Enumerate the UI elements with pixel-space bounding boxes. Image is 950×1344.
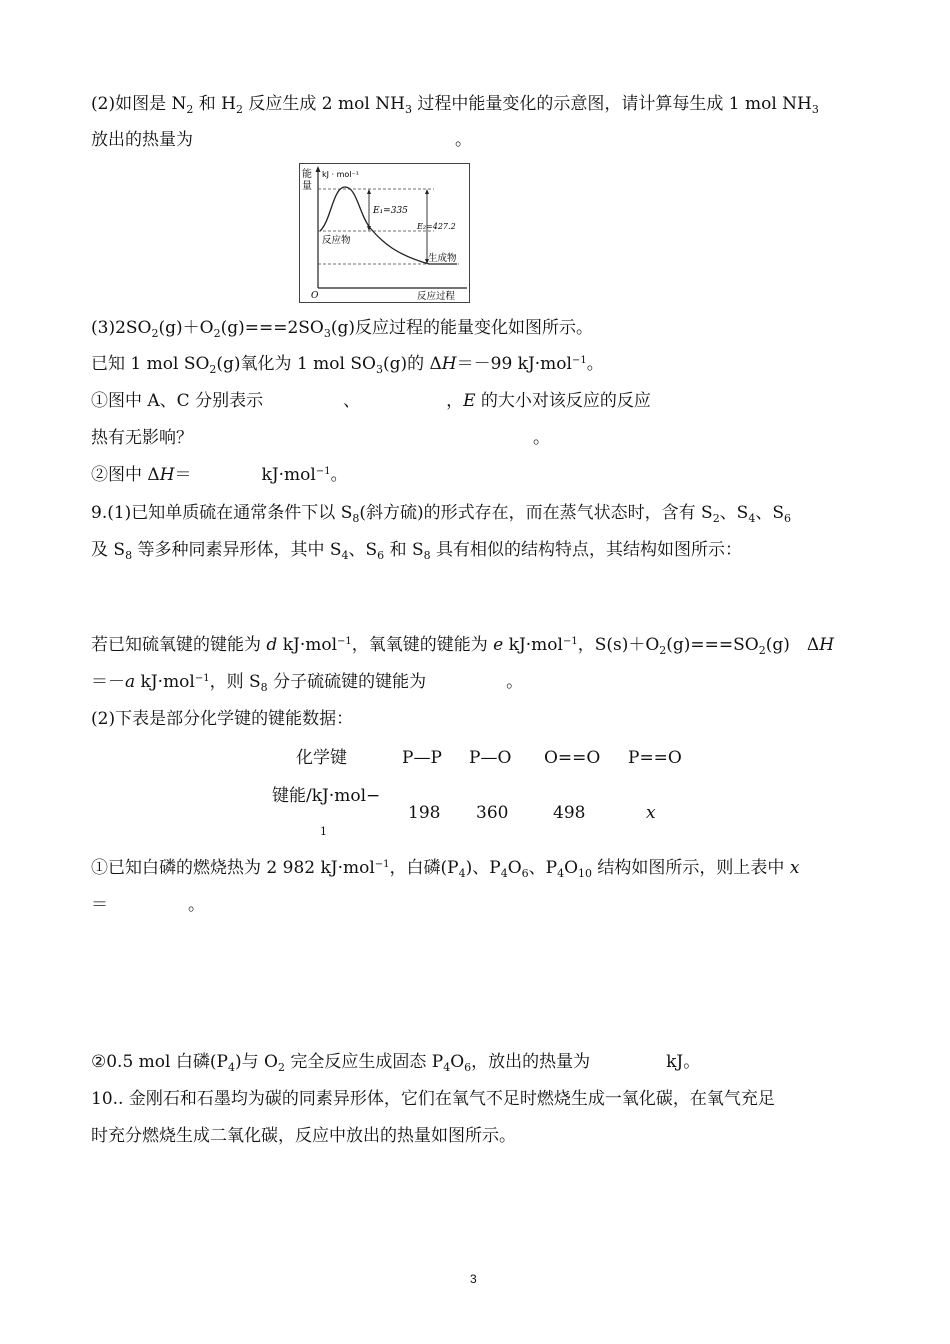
question-9-1-line-2: 及 $S_8$ 等多种同素异形体，其中 $S_4$、$S_6$ 和 $S_8$ 具有相似的结构特点，其结构如图所示： (91, 540, 743, 562)
question-8-3-line-5: ②图中 ΔH＝ kJ·mol$^{-1}$。 (91, 465, 348, 485)
question-8-2-line-2: 放出的热量为 。 (91, 130, 472, 150)
question-8-3-line-2: 已知 1 mol $SO_2(g)$氧化为 1 mol $SO_3(g)$的 ΔH＝－99 kJ·mol$^{-1}$。 (91, 354, 604, 376)
x-label: 反应过程 (417, 291, 456, 302)
table-row-label: 键能/kJ·mol− (272, 786, 381, 806)
energy-diagram (299, 163, 470, 303)
question-9-2-intro: (2)下表是部分化学键的键能数据： (91, 709, 354, 729)
table-header-po: P—O (469, 748, 512, 768)
question-8-2-line-1: (2)如图是 $N_2$ 和 $H_2$ 反应生成 2 mol $NH_3$ 过程中能量变化的示意图，请计算每生成 1 mol $NH_3$ (91, 94, 819, 116)
table-value-p-double-o: x (646, 803, 656, 823)
product-label: 生成物 (428, 253, 457, 264)
question-9-1-line-1: 9.(1)已知单质硫在通常条件下以 $S_8$(斜方硫)的形式存在，而在蒸气状态时，含有 $S_2$、$S_4$、$S_6$ (91, 503, 791, 525)
e2-label: E₂=427.2 (417, 222, 456, 231)
question-10-line-1: 10.. 金刚石和石墨均为碳的同素异形体，它们在氧气不足时燃烧生成一氧化碳，在氧气充足 (91, 1089, 775, 1109)
table-header-bond: 化学键 (296, 748, 347, 768)
table-value-oo: 498 (553, 803, 586, 823)
question-8-3-line-3: ①图中 A、C 分别表示 、 ，E 的大小对该反应的反应 (91, 391, 651, 411)
unit-label: kJ · mol⁻¹ (322, 170, 359, 179)
table-value-po: 360 (476, 803, 509, 823)
table-row-label-exponent: 1 (320, 825, 327, 838)
question-9-1-line-4: ＝－a kJ·mol$^{-1}$，则 $S_8$ 分子硫硫键的键能为 。 (91, 672, 524, 694)
y-label-2: 量 (302, 181, 312, 192)
question-9-2-line-3: ②0.5 mol 白磷$(P_4)$与 $O_2$ 完全反应生成固态 $P_4O_6$，放出的热量为 kJ。 (91, 1052, 701, 1074)
reactant-label: 反应物 (322, 235, 351, 246)
page-number: 3 (470, 1272, 477, 1286)
e1-label: E₁=335 (373, 206, 408, 216)
table-header-pp: P—P (402, 748, 442, 768)
question-9-1-line-3: 若已知硫氧键的键能为 d kJ·mol$^{-1}$，氧氧键的键能为 e kJ·mol$^{-1}$，$S(s)+O_2(g)===SO_2(g)$ ΔH (91, 635, 835, 657)
question-8-3-line-1: $(3)2SO_2(g)+O_2(g)===2SO_3(g)$反应过程的能量变化如图所示。 (91, 318, 594, 340)
question-9-2-line-1: ①已知白磷的燃烧热为 2 982 kJ·mol$^{-1}$，白磷$(P_4)$、$P_4O_6$、$P_4O_{10}$ 结构如图所示，则上表中 x (91, 858, 800, 880)
question-9-2-line-2: ＝ 。 (91, 895, 205, 915)
table-header-oo: O==O (544, 748, 601, 768)
question-10-line-2: 时充分燃烧生成二氧化碳，反应中放出的热量如图所示。 (91, 1126, 516, 1146)
question-8-3-line-4: 热有无影响？ 。 (91, 428, 550, 448)
y-label-1: 能 (302, 169, 312, 180)
origin-label: O (311, 291, 319, 301)
table-value-pp: 198 (408, 803, 441, 823)
table-header-p-double-o: P==O (628, 748, 682, 768)
